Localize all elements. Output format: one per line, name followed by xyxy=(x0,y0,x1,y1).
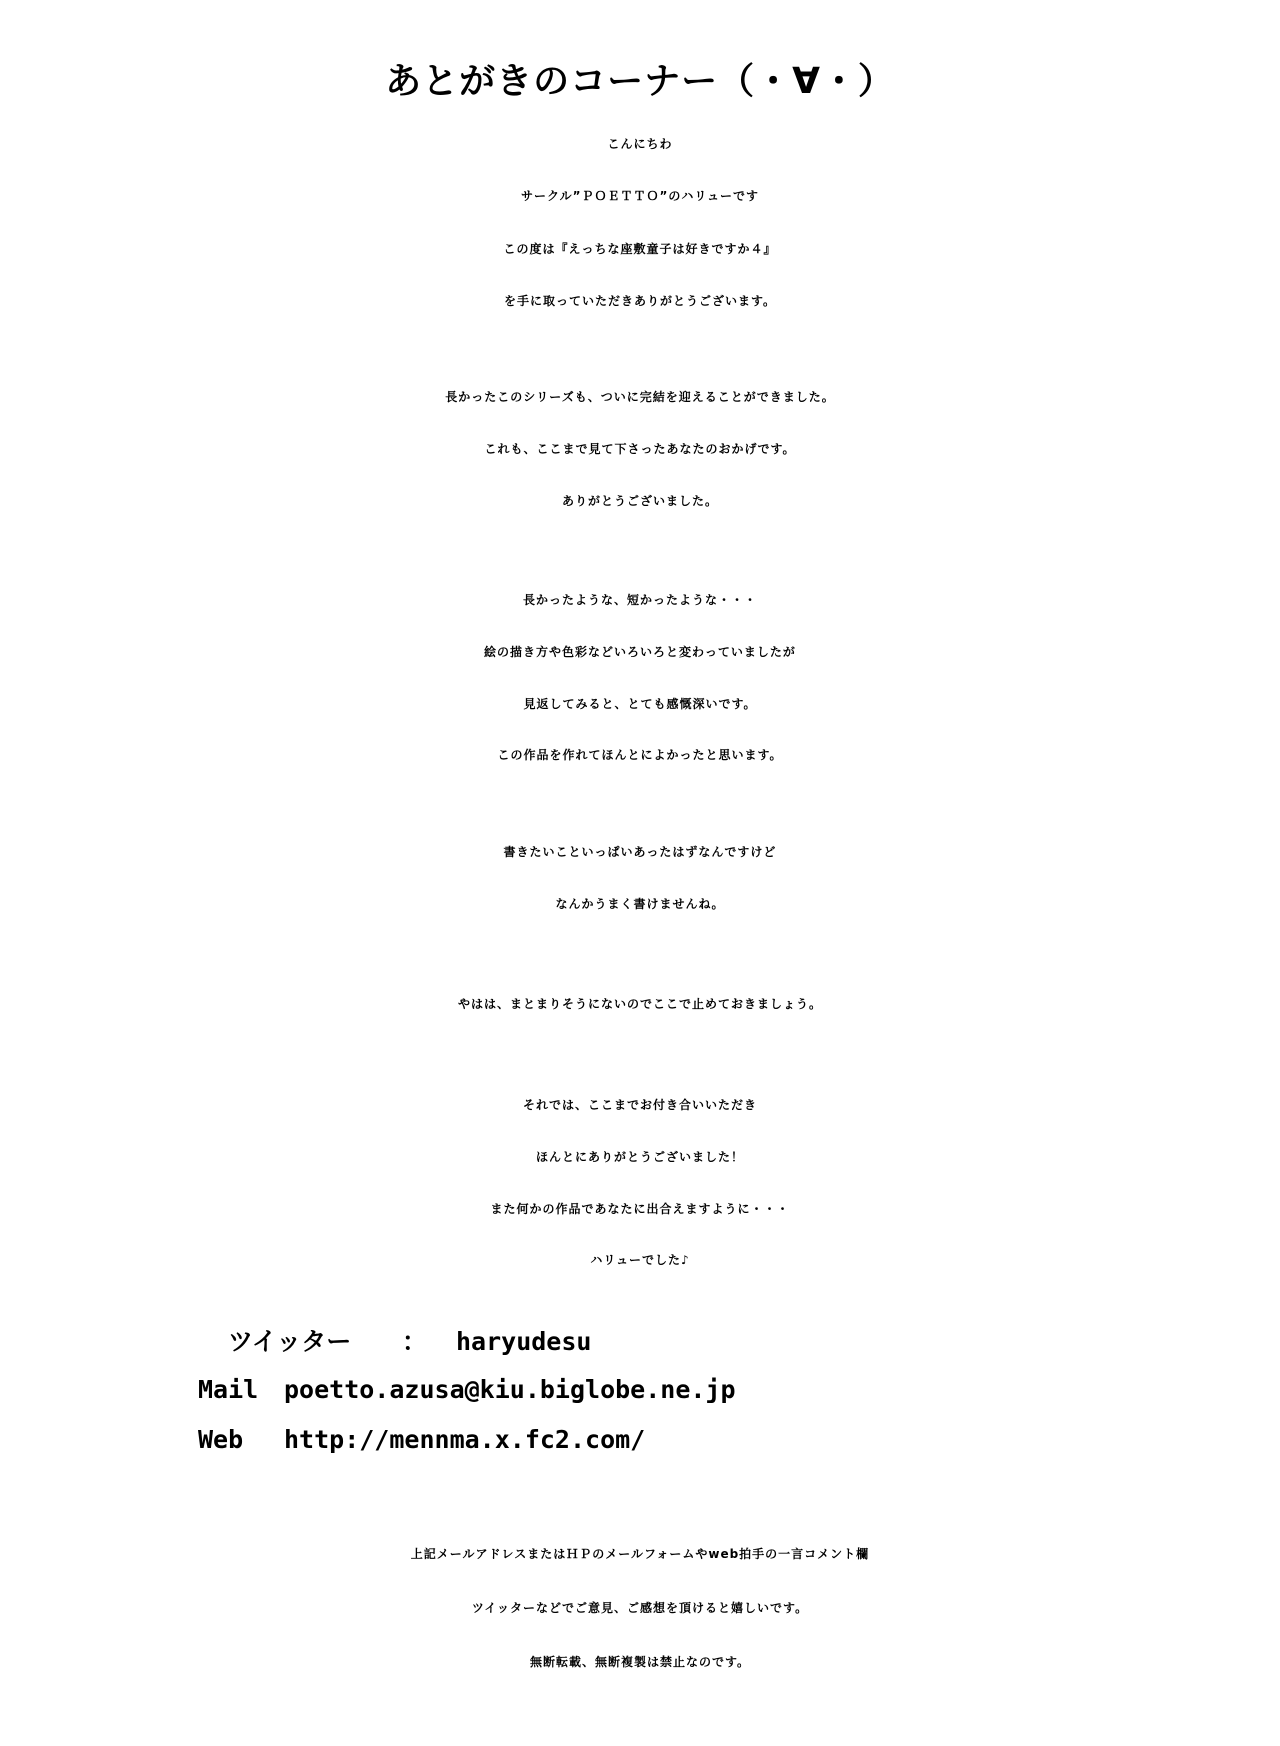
text-line: こんにちわ xyxy=(607,137,673,151)
twitter-separator: ： xyxy=(402,1327,428,1356)
text-line: これも、ここまで見て下さったあなたのおかげです。 xyxy=(484,442,796,456)
text-line: この作品を作れてほんとによかったと思います。 xyxy=(497,748,783,762)
footer-line: ツイッターなどでご意見、ご感想を頂けると嬉しいです。 xyxy=(471,1601,809,1615)
text-line: 書きたいこといっぱいあったはずなんですけど xyxy=(503,845,777,859)
text-line: を手に取っていただきありがとうございます。 xyxy=(503,294,777,308)
text-line: 絵の描き方や色彩などいろいろと変わっていましたが xyxy=(484,645,796,659)
text-line: 見返してみると、とても感慨深いです。 xyxy=(523,697,757,711)
text-line: また何かの作品であなたに出合えますように・・・ xyxy=(490,1202,790,1216)
web-url: http://mennma.x.fc2.com/ xyxy=(284,1425,646,1454)
footer-line: 無断転載、無断複製は禁止なのです。 xyxy=(529,1655,751,1669)
mail-address: poetto.azusa@kiu.biglobe.ne.jp xyxy=(284,1375,736,1404)
text-line: ありがとうございました。 xyxy=(561,494,718,508)
footer-line: 上記メールアドレスまたはＨＰのメールフォームやweb拍手の一言コメント欄 xyxy=(410,1547,870,1561)
text-line: ほんとにありがとうございました！ xyxy=(535,1150,744,1164)
text-line: 長かったような、短かったような・・・ xyxy=(522,593,757,607)
web-label: Web xyxy=(198,1425,244,1454)
mail-label: Mail xyxy=(198,1375,259,1404)
twitter-handle: haryudesu xyxy=(456,1327,592,1356)
text-line: この度は『えっちな座敷童子は好きですか４』 xyxy=(503,242,777,256)
text-line: やはは、まとまりそうにないのでここで止めておきましょう。 xyxy=(457,997,822,1011)
text-line: それでは、ここまでお付き合いいただき xyxy=(522,1098,757,1112)
text-line: サークル”ＰＯＥＴＴＯ”のハリューです xyxy=(520,189,760,203)
text-line: 長かったこのシリーズも、ついに完結を迎えることができました。 xyxy=(445,390,835,404)
twitter-label: ツイッター xyxy=(228,1327,352,1356)
text-line: ハリューでした♪ xyxy=(590,1253,690,1267)
page-title: あとがきのコーナー（・∀・） xyxy=(385,61,895,102)
text-line: なんかうまく書けませんね。 xyxy=(555,897,725,911)
